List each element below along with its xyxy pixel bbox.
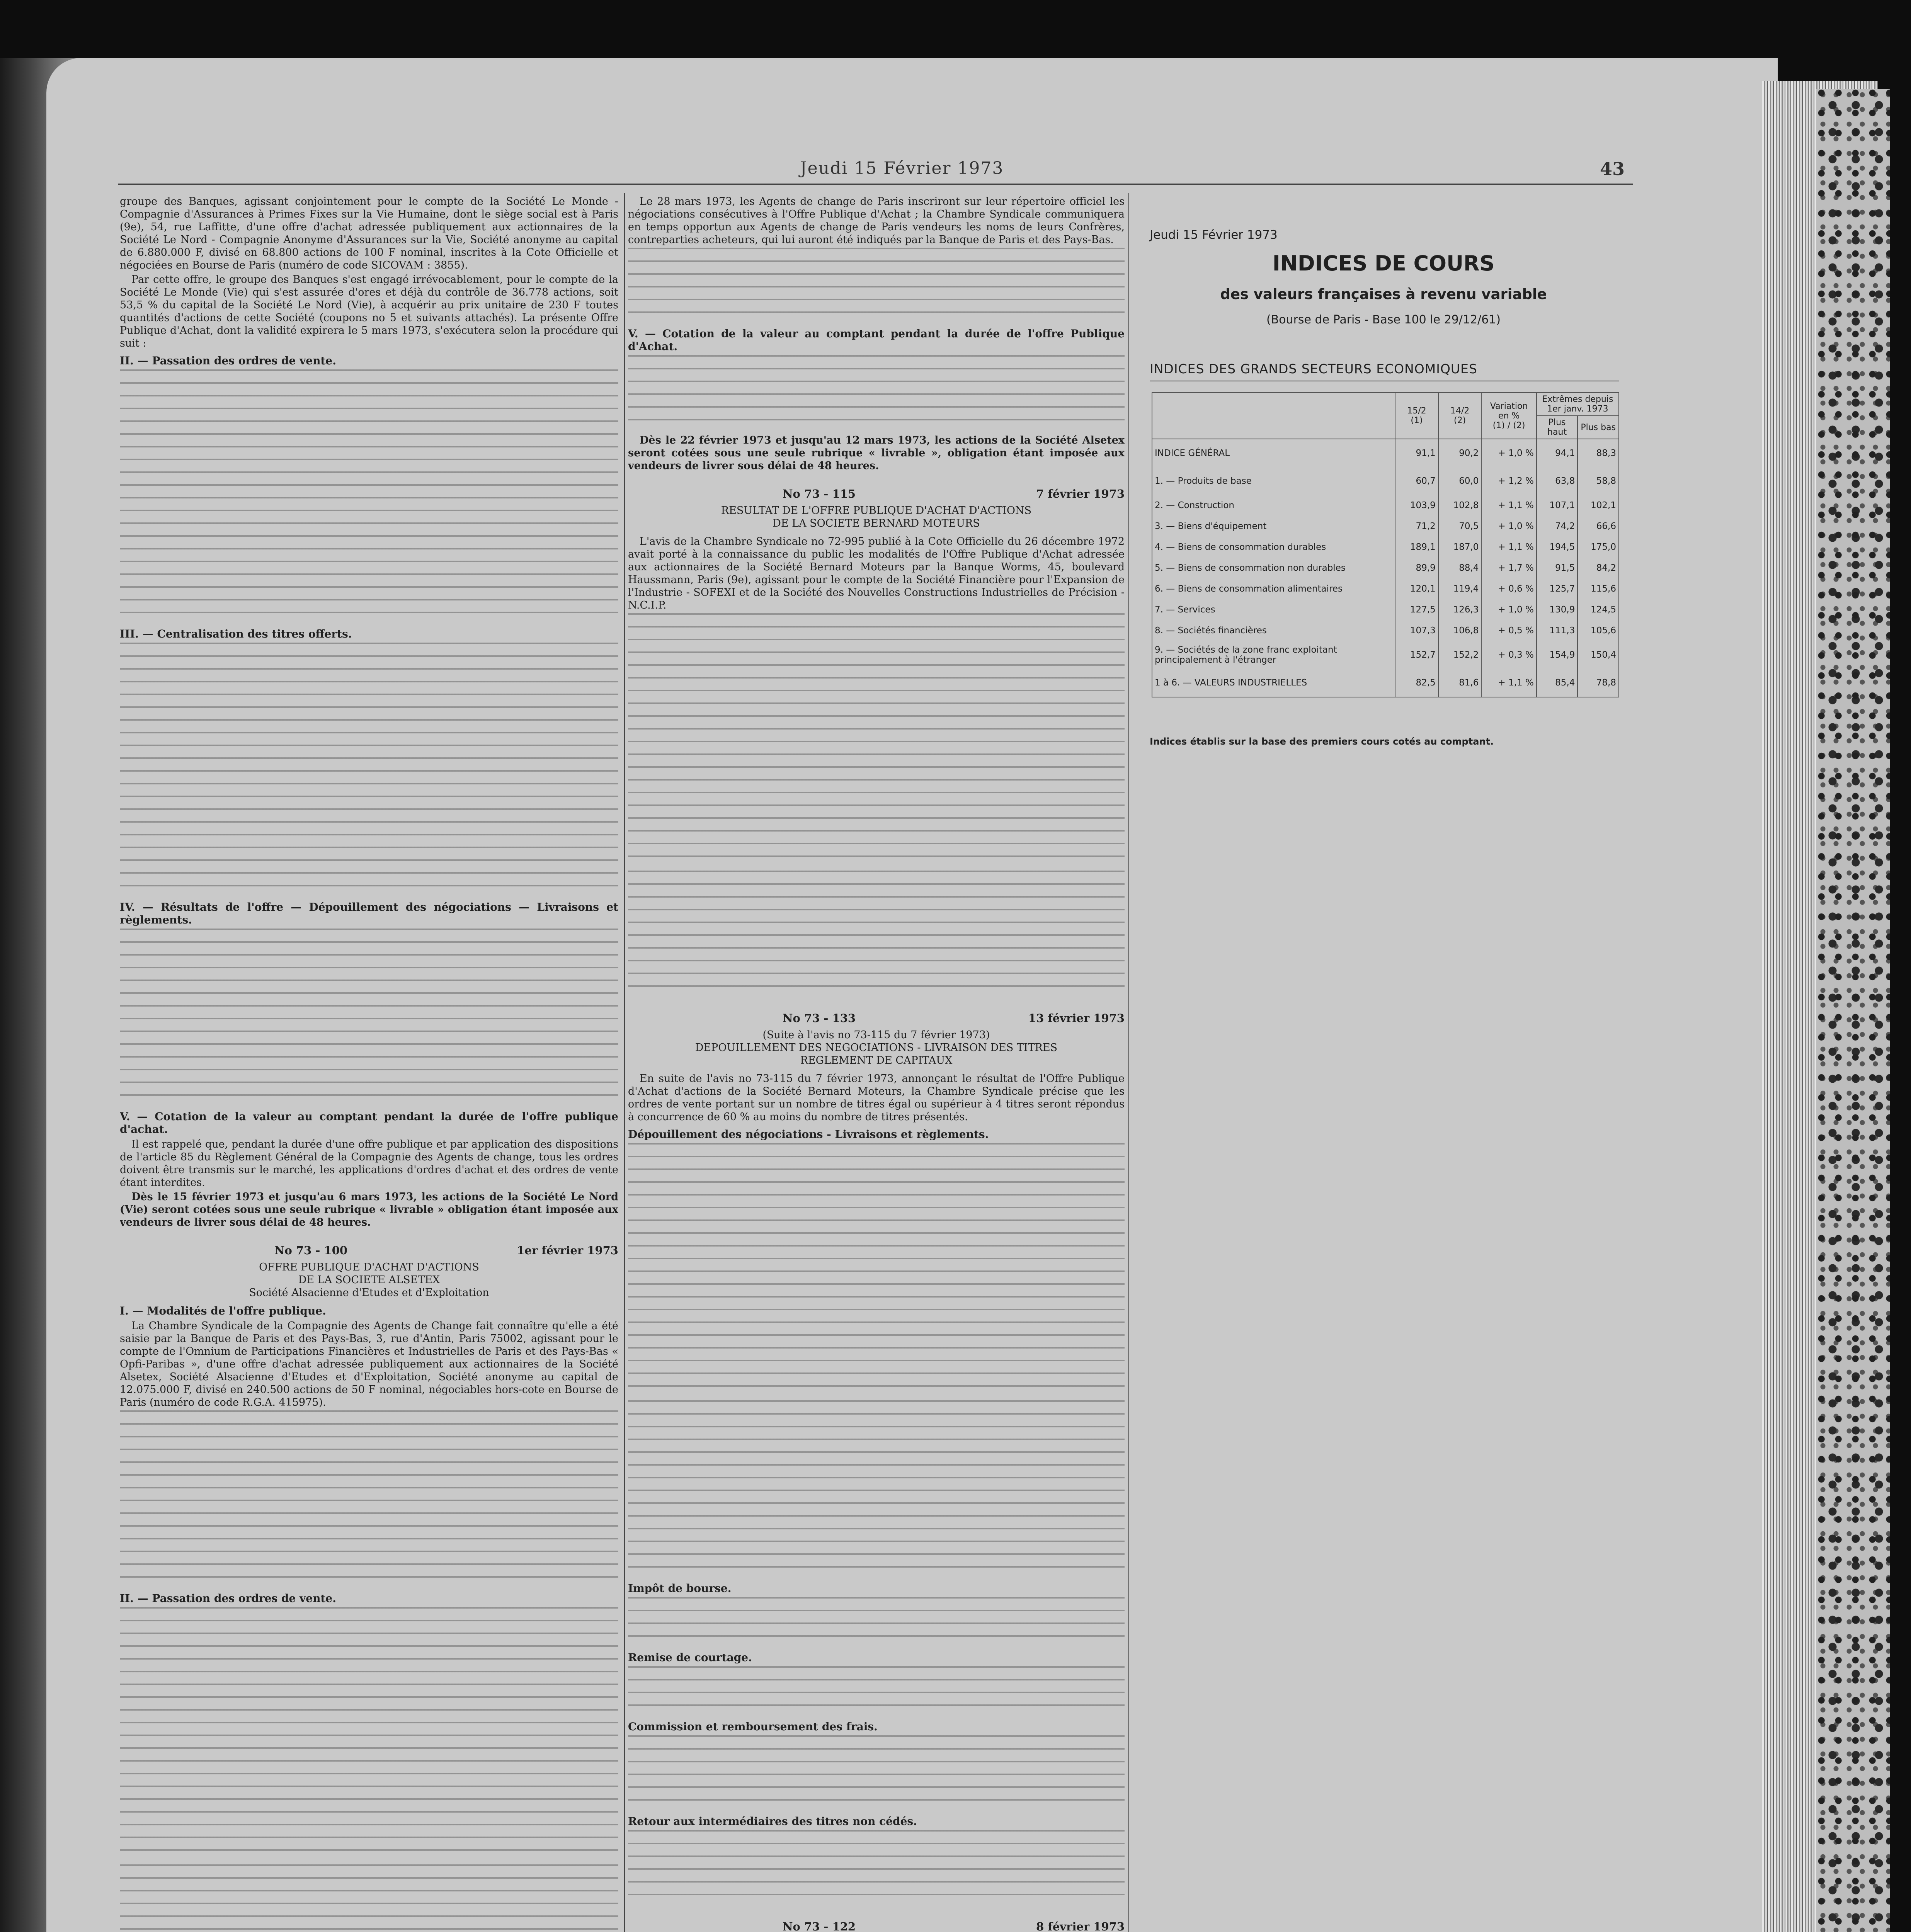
section-heading-ii: II. — Passation des ordres de vente. xyxy=(120,354,336,367)
col-header-extremes: Extrêmes depuis 1er janv. 1973 xyxy=(1537,393,1619,416)
notice-header-122 xyxy=(628,1920,1125,1932)
paragraph: Le 28 mars 1973, les Agents de change de Paris inscriront sur leur répertoire officiel les négociations consécutives à l'Offre Publique d'Achat ; la Chambre Syndicale communiquera en temps opportun aux Agents de change de Paris vendeurs les noms de leurs Confrères, contreparties acheteurs, qui lui auront été indiqués par la Banque de Paris et des Pays-Bas. xyxy=(628,196,1125,246)
section-heading: Remise de courtage. xyxy=(628,1651,752,1664)
notice-subtitle: (Suite à l'avis no 73-115 du 7 février 1973) xyxy=(762,1029,990,1041)
table-row: 5. — Biens de consommation non durables 89,9 88,4 + 1,7 % 91,5 84,2 xyxy=(1152,558,1619,578)
column-divider-1 xyxy=(624,193,625,1932)
text-block xyxy=(120,1607,618,1861)
section-heading-iv: IV. — Résultats de l'offre — Dépouillement des négociations — Livraisons et règlements. xyxy=(120,901,618,926)
page-number: 43 xyxy=(1600,158,1625,179)
text-block xyxy=(120,1410,618,1587)
table-row: 8. — Sociétés financières 107,3 106,8 + 0,5 % 111,3 105,6 xyxy=(1152,620,1619,641)
section-heading-v: V. — Cotation de la valeur au comptant pendant la durée de l'offre Publique d'Achat. xyxy=(628,327,1125,353)
notice-header-115 xyxy=(628,488,1125,500)
text-block xyxy=(628,1597,1125,1646)
section-heading: Dépouillement des négociations - Livraisons et règlements. xyxy=(628,1128,989,1141)
notice-title: OFFRE PUBLIQUE D'ACHAT D'ACTIONS xyxy=(259,1261,479,1273)
notice-number: No 73 - 115 xyxy=(783,487,856,500)
notice-header-100 xyxy=(120,1244,618,1257)
index-subtitle: des valeurs françaises à revenu variable xyxy=(1220,286,1547,303)
notice-date: 8 février 1973 xyxy=(1036,1920,1125,1932)
section-v-paragraph: Il est rappelé que, pendant la durée d'une offre publique et par application des dispositions de l'article 85 du Règlement Général de la Compagnie des Agents de change, tous les ordres doivent être transmis sur le marché, les applications d'ordres d'achat et des ordres de vente étant interdites. xyxy=(120,1138,618,1189)
index-table xyxy=(1152,392,1619,697)
col-header-variation: Variation en % (1) / (2) xyxy=(1481,393,1536,439)
marbled-cover xyxy=(1816,89,1890,1932)
column-divider-2 xyxy=(1128,193,1129,1932)
section-heading: Commission et remboursement des frais. xyxy=(628,1720,878,1733)
text-block xyxy=(120,369,618,623)
label-header xyxy=(1152,393,1395,439)
notice-date: 1er février 1973 xyxy=(517,1244,618,1257)
table-row: 1. — Produits de base 60,7 60,0 + 1,2 % 63,8 58,8 xyxy=(1152,467,1619,495)
col-header-low: Plus bas xyxy=(1577,416,1619,439)
text-block xyxy=(628,1735,1125,1810)
index-section-title: INDICES DES GRANDS SECTEURS ECONOMIQUES xyxy=(1150,361,1477,376)
notice-title: DE LA SOCIETE BERNARD MOTEURS xyxy=(773,517,980,529)
notice-paragraph: En suite de l'avis no 73-115 du 7 février 1973, annonçant le résultat de l'Offre Publique d'Achat d'actions de la Société Bernard Moteurs, la Chambre Syndicale précise que les ordres de vente portant sur un nombre de titres égal ou supérieur à 4 titres seront répondus à concurrence de 60 % au moins du nombre de titres présentés. xyxy=(628,1073,1125,1123)
text-block xyxy=(120,1864,618,1932)
col-header-high: Plus haut xyxy=(1537,416,1578,439)
text-block xyxy=(628,355,1125,430)
page-header-date: Jeudi 15 Février 1973 xyxy=(800,158,1004,178)
text-block xyxy=(628,1400,1125,1577)
text-block xyxy=(628,1143,1125,1396)
text-block xyxy=(628,1830,1125,1905)
notice-date: 13 février 1973 xyxy=(1028,1012,1125,1025)
header-rule xyxy=(118,184,1633,185)
notice-date: 7 février 1973 xyxy=(1036,487,1125,500)
intro-paragraph: groupe des Banques, agissant conjointement pour le compte de la Société Le Monde - Compagnie d'Assurances à Primes Fixes sur la Vie Humaine, dont le siège social est à Paris (9e), 54, rue Laffitte, d'une offre d'achat adressée publiquement aux actionnaires de la Société Le Nord - Compagnie Anonyme d'Assurances sur la Vie, Société anonyme au capital de 6.880.000 F, divisé en 68.800 actions de 100 F nominal, inscrites à la Cote Officielle et négociées en Bourse de Paris (numéro de code SICOVAM : 3855). xyxy=(120,196,618,271)
table-row: 4. — Biens de consommation durables 189,1 187,0 + 1,1 % 194,5 175,0 xyxy=(1152,537,1619,558)
notice-number: No 73 - 122 xyxy=(783,1920,856,1932)
notice-title: DEPOUILLEMENT DES NEGOCIATIONS - LIVRAISON DES TITRES xyxy=(695,1042,1058,1054)
notice-number: No 73 - 100 xyxy=(274,1244,348,1257)
text-block xyxy=(120,929,618,1105)
col-header-previous: 14/2 (2) xyxy=(1438,393,1482,439)
section-heading-ii: II. — Passation des ordres de vente. xyxy=(120,1592,336,1605)
col-header-current: 15/2 (1) xyxy=(1395,393,1438,439)
engagement-paragraph: Par cette offre, le groupe des Banques s'est engagé irrévocablement, pour le compte de la Société Le Monde (Vie) qui s'est assurée d'ores et déjà du contrôle de 36.778 actions, soit 53,5 % du capital de la Société Le Nord (Vie), à acquérir au prix unitaire de 230 F toutes quantités d'actions de cette Société (coupons no 5 et suivants attachés). La présente Offre Publique d'Achat, dont la validité expirera le 5 mars 1973, s'exécutera selon la procédure qui suit : xyxy=(120,274,618,349)
table-header-row xyxy=(1152,393,1619,416)
notice-paragraph: L'avis de la Chambre Syndicale no 72-995 publié à la Cote Officielle du 26 décembre 1972 avait porté à la connaissance du public les modalités de l'Offre Publique d'Achat adressée aux actionnaires de la Société Bernard Moteurs par la Banque Worms, 45, boulevard Haussmann, Paris (9e), agissant pour le compte de la Société Financière pour l'Expansion de l'Industrie - SOFEXI et de la Société des Nouvelles Constructions Industrielles de Précision - N.C.I.P. xyxy=(628,536,1125,611)
notice-title: DE LA SOCIETE ALSETEX xyxy=(298,1274,440,1286)
index-title: INDICES DE COURS xyxy=(1272,251,1495,276)
index-date: Jeudi 15 Février 1973 xyxy=(1150,228,1278,242)
notice-title: REGLEMENT DE CAPITAUX xyxy=(800,1054,953,1066)
text-block xyxy=(628,613,1125,867)
section-v-quotation: Dès le 15 février 1973 et jusqu'au 6 mars 1973, les actions de la Société Le Nord (Vie) seront cotées sous une seule rubrique « livrable » obligation étant imposée aux vendeurs de livrer sous délai de 48 heures. xyxy=(120,1191,618,1228)
table-row: 7. — Services 127,5 126,3 + 1,0 % 130,9 124,5 xyxy=(1152,599,1619,620)
notice-header-133 xyxy=(628,1012,1125,1025)
index-footnote: Indices établis sur la base des premiers cours cotés au comptant. xyxy=(1150,736,1494,747)
quotation-paragraph: Dès le 22 février 1973 et jusqu'au 12 mars 1973, les actions de la Société Alsetex seront cotées sous une seule rubrique « livrable », obligation étant imposée aux vendeurs de livrer sous délai de 48 heures. xyxy=(628,434,1125,472)
section-heading-i: I. — Modalités de l'offre publique. xyxy=(120,1304,326,1317)
table-row: 9. — Sociétés de la zone franc exploitant principalement à l'étranger 152,7 152,2 + 0,3 % 154,9 150,4 xyxy=(1152,641,1619,669)
text-block xyxy=(628,1666,1125,1716)
notice-title: RESULTAT DE L'OFFRE PUBLIQUE D'ACHAT D'ACTIONS xyxy=(721,505,1032,517)
text-block xyxy=(628,871,1125,997)
table-row: 6. — Biens de consommation alimentaires 120,1 119,4 + 0,6 % 125,7 115,6 xyxy=(1152,578,1619,599)
notice-number: No 73 - 133 xyxy=(783,1012,856,1025)
text-block xyxy=(628,248,1125,323)
index-basis: (Bourse de Paris - Base 100 le 29/12/61) xyxy=(1266,313,1501,327)
section-heading-iii: III. — Centralisation des titres offerts. xyxy=(120,628,352,640)
notice-paragraph: La Chambre Syndicale de la Compagnie des Agents de Change fait connaître qu'elle a été saisie par la Banque de Paris et des Pays-Bas, 3, rue d'Antin, Paris 75002, agissant pour le compte de l'Omnium de Participations Financières et Industrielles de Paris et des Pays-Bas « Opfi-Paribas », d'une offre d'achat adressée publiquement aux actionnaires de la Société Alsetex, Société Alsacienne d'Etudes et d'Exploitation, Société anonyme au capital de 12.075.000 F, divisé en 240.500 actions de 50 F nominal, négociables hors-cote en Bourse de Paris (numéro de code R.G.A. 415975). xyxy=(120,1320,618,1408)
middle-column xyxy=(628,195,1125,1932)
section-heading: Retour aux intermédiaires des titres non cédés. xyxy=(628,1815,917,1828)
section-heading: Impôt de bourse. xyxy=(628,1582,732,1595)
table-row: INDICE GÉNÉRAL 91,1 90,2 + 1,0 % 94,1 88,3 xyxy=(1152,439,1619,467)
section-heading-v: V. — Cotation de la valeur au comptant pendant la durée de l'offre publique d'achat. xyxy=(120,1110,618,1136)
table-row: 3. — Biens d'équipement 71,2 70,5 + 1,0 % 74,2 66,6 xyxy=(1152,516,1619,537)
left-column xyxy=(120,195,618,1932)
text-block xyxy=(120,643,618,896)
table-row: 1 à 6. — VALEURS INDUSTRIELLES 82,5 81,6 + 1,1 % 85,4 78,8 xyxy=(1152,669,1619,697)
table-row: 2. — Construction 103,9 102,8 + 1,1 % 107,1 102,1 xyxy=(1152,495,1619,516)
notice-subtitle: Société Alsacienne d'Etudes et d'Exploitation xyxy=(249,1287,489,1299)
